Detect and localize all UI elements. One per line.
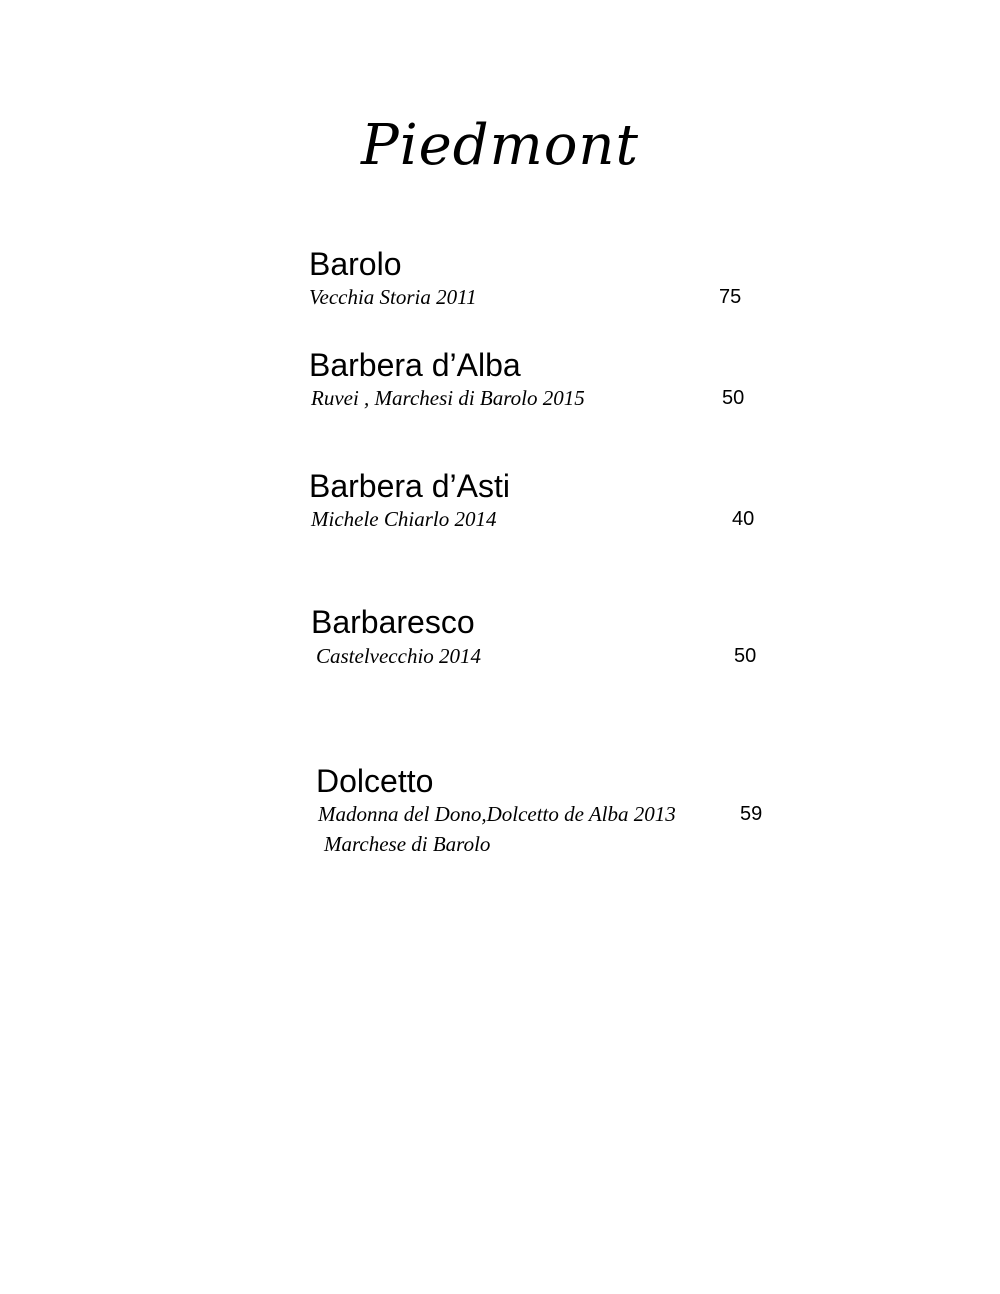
wine-section-barbera-dasti [309,468,789,538]
wine-price: 40 [732,508,755,530]
wine-detail: Castelvecchio 2014 [316,644,482,668]
wine-detail: Ruvei , Marchesi di Barolo 2015 [311,386,585,410]
wine-section-dolcetto [316,763,796,863]
wine-detail-producer: Marchese di Barolo [324,832,491,856]
wine-section-barolo [309,246,789,316]
wine-name: Barbera d’Alba [309,347,521,383]
wine-name: Barbera d’Asti [309,468,510,504]
wine-section-barbera-dalba [309,347,789,417]
wine-price: 59 [740,803,763,825]
wine-detail: Michele Chiarlo 2014 [311,507,497,531]
wine-name: Barolo [309,246,402,282]
wine-price: 50 [722,387,745,409]
wine-name: Dolcetto [316,763,434,799]
wine-price: 50 [734,645,757,667]
wine-detail: Vecchia Storia 2011 [309,285,477,309]
wine-detail: Madonna del Dono,Dolcetto de Alba 2013 [318,802,676,826]
page-title: Piedmont [361,113,639,178]
wine-name: Barbaresco [311,604,475,640]
wine-price: 75 [719,286,742,308]
wine-section-barbaresco [311,604,791,674]
